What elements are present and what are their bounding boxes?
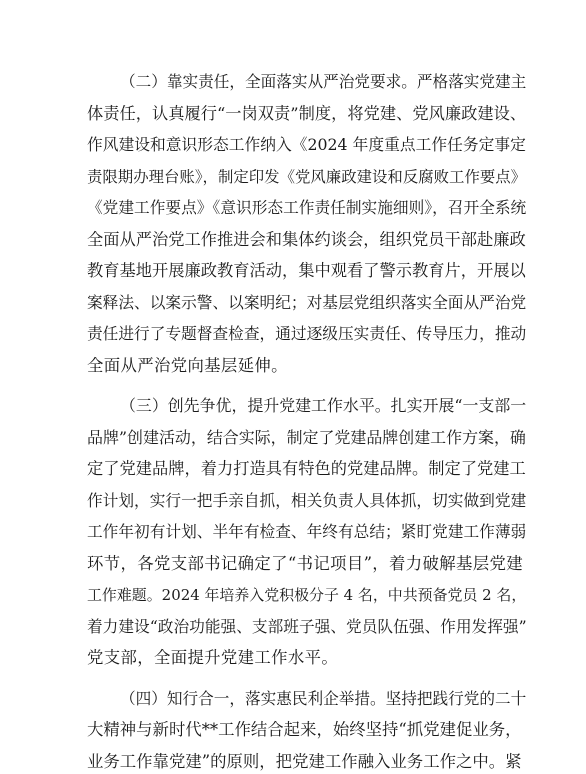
text-line: （四）知行合一，落实惠民利企举措。坚持把践行党的二十 <box>120 689 527 708</box>
text-line: 党支部，全面提升党建工作水平。 <box>87 648 339 667</box>
text-line: （三）创先争优，提升党建工作水平。扎实开展“一支部一 <box>120 396 527 415</box>
text-line: 业务工作靠党建”的原则，把党建工作融入业务工作之中。紧 <box>87 752 522 771</box>
text-line: 大精神与新时代**工作结合起来，始终坚持“抓党建促业务， <box>87 720 522 739</box>
text-line: 《党建工作要点》《意识形态工作责任制实施细则》，召开全系统 <box>87 198 527 217</box>
text-line: 工作年初有计划、半年有检查、年终有总结；紧盯党建工作薄弱 <box>87 522 527 541</box>
text-line: 作风建设和意识形态工作纳入《2024 年度重点工作任务定事定 <box>87 135 526 154</box>
text-line: 品牌”创建活动，结合实际，制定了党建品牌创建工作方案，确 <box>87 428 526 447</box>
text-line: 作计划，实行一把手亲自抓，相关负责人具体抓，切实做到党建 <box>87 491 527 510</box>
text-line: 全面从严治党工作推进会和集体约谈会，组织党员干部赴廉政 <box>87 230 526 249</box>
text-line: 环节，各党支部书记确定了“书记项目”，着力破解基层党建 <box>87 554 523 573</box>
text-line: 定了党建品牌，着力打造具有特色的党建品牌。制定了党建工 <box>87 459 526 478</box>
text-line: 责限期办理台账》，制定印发《党风廉政建设和反腐败工作要点》 <box>87 168 527 186</box>
text-line: 工作难题。2024 年培养入党积极分子 4 名，中共预备党员 2 名， <box>87 586 527 604</box>
text-line: 体责任，认真履行“一岗双责”制度，将党建、党风廉政建设、 <box>87 104 527 123</box>
text-line: 责任进行了专题督查检查，通过逐级压实责任、传导压力，推动 <box>87 324 527 343</box>
text-line: 教育基地开展廉政教育活动，集中观看了警示教育片，开展以 <box>87 261 526 280</box>
text-line: 全面从严治党向基层延伸。 <box>87 356 288 375</box>
text-line: （二）靠实责任，全面落实从严治党要求。严格落实党建主 <box>120 72 527 91</box>
text-line: 案释法、以案示警、以案明纪；对基层党组织落实全面从严治党 <box>87 293 527 312</box>
text-line: 着力建设“政治功能强、支部班子强、党员队伍强、作用发挥强” <box>87 617 527 636</box>
